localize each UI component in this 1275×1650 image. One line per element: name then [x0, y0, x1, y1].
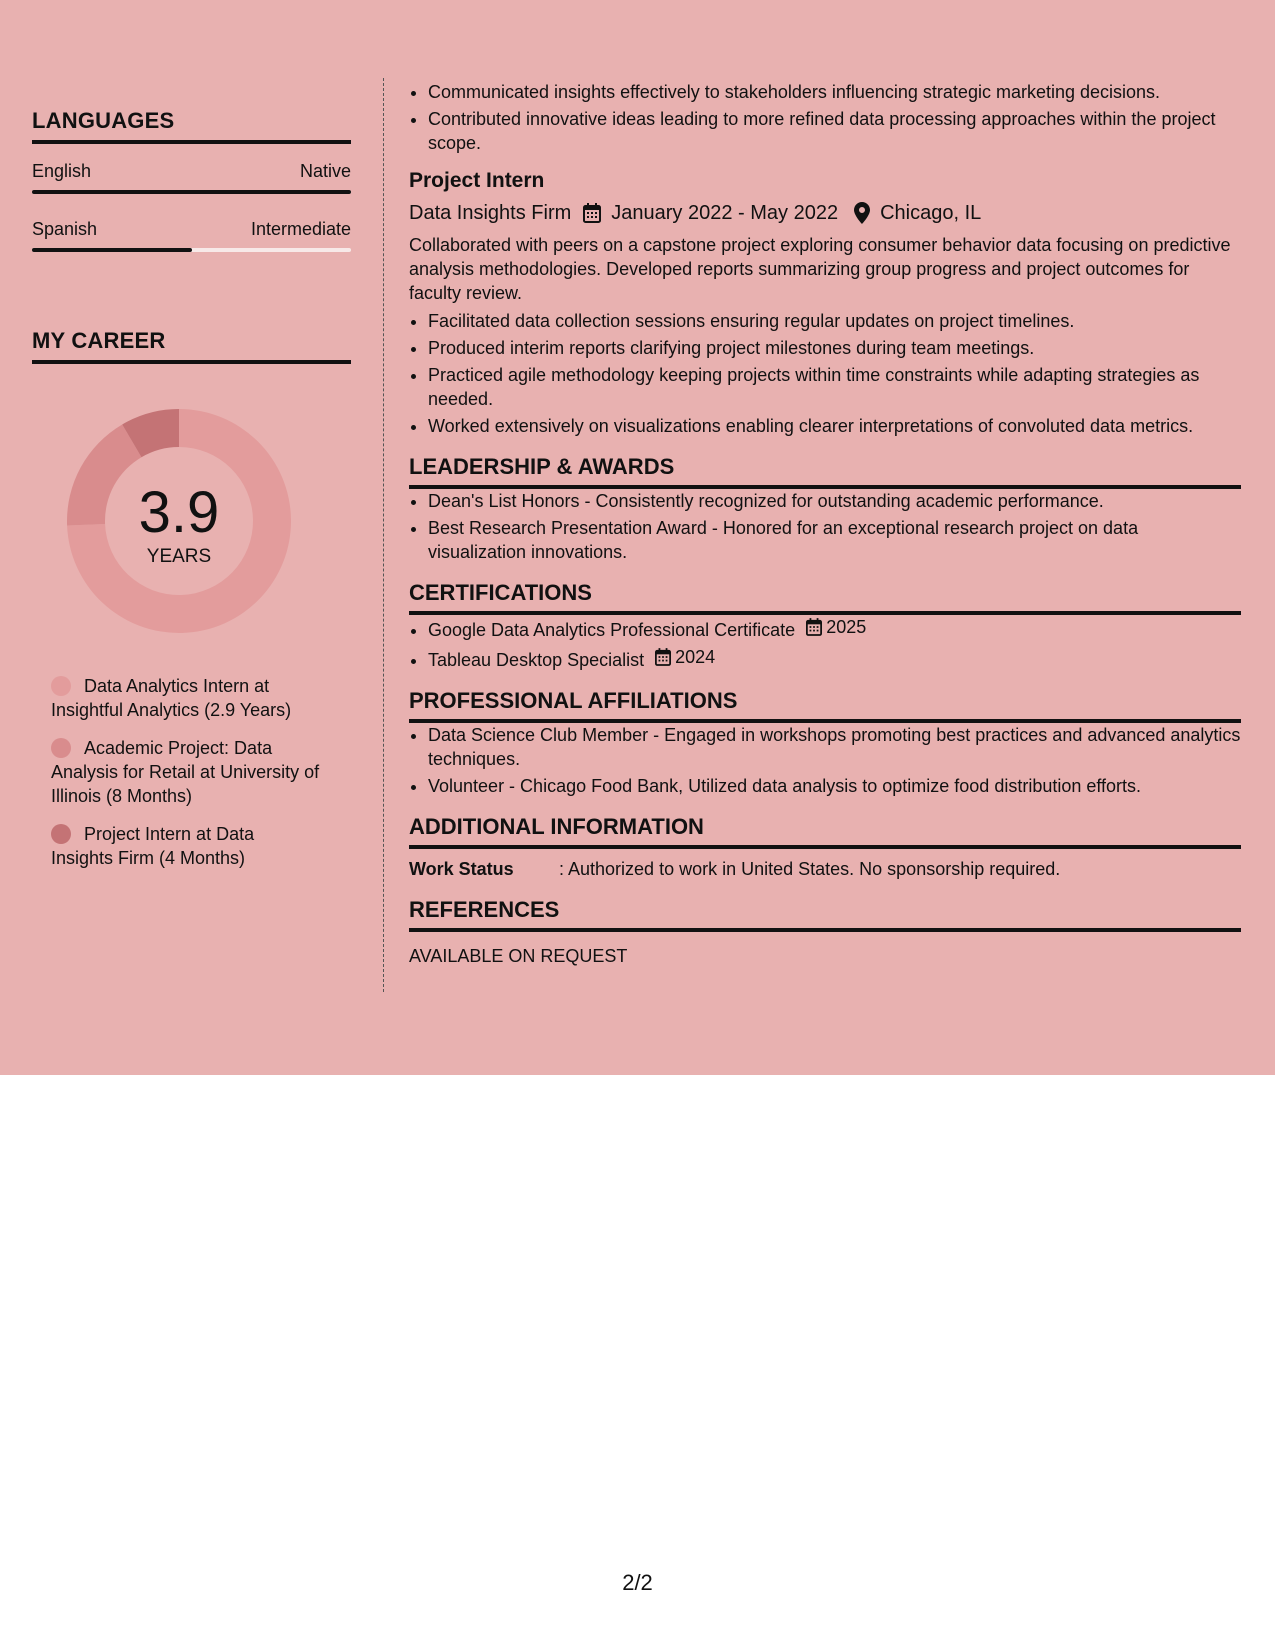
calendar-icon [655, 648, 671, 666]
certification-item [428, 645, 1241, 672]
leadership-title: LEADERSHIP & AWARDS [409, 453, 1241, 489]
bullet-item: • Worked extensively on visualizations enabling clearer interpretations of convoluted data metrics. [428, 414, 1241, 438]
certification-year: 2025 [826, 617, 867, 637]
job-bullets [409, 309, 1241, 438]
job-location: Chicago, IL [880, 202, 982, 224]
bullet-item: • Best Research Presentation Award - Honored for an exceptional research project on data visualization innovations. [428, 516, 1241, 564]
legend-dot [51, 676, 71, 696]
legend-label: Project Intern at Data Insights Firm (4 Months) [51, 824, 255, 868]
language-proficiency-fill [32, 190, 351, 194]
bullet-item: • Produced interim reports clarifying project milestones during team meetings. [428, 336, 1241, 360]
job-meta [409, 199, 1241, 227]
legend-item [51, 674, 321, 722]
certifications-list [409, 615, 1241, 672]
right-column [409, 80, 1241, 968]
language-proficiency-fill [32, 248, 192, 252]
affiliations-list [409, 723, 1241, 798]
work-status-label: Work Status [409, 859, 514, 879]
bullet-item: • Dean's List Honors - Consistently recognized for outstanding academic performance. [428, 489, 1241, 513]
language-item [32, 160, 351, 194]
job-description: Collaborated with peers on a capstone project exploring consumer behavior data focusing on predictive analysis methodologies. Developed reports summarizing group progress and project outcomes for faculty review. [409, 235, 1231, 303]
affiliations-title: PROFESSIONAL AFFILIATIONS [409, 687, 1241, 723]
legend-label: Academic Project: Data Analysis for Retail at University of Illinois (8 Months) [51, 738, 320, 806]
job-dates: January 2022 - May 2022 [611, 202, 839, 224]
column-divider [383, 78, 384, 992]
languages-title: LANGUAGES [32, 108, 351, 144]
certification-name: Tableau Desktop Specialist [428, 650, 645, 670]
certification-item [428, 615, 1241, 642]
references-title: REFERENCES [409, 896, 1241, 932]
certification-date [806, 615, 866, 639]
donut-center [66, 408, 292, 634]
job-company: Data Insights Firm [409, 202, 572, 224]
job-title: Project Intern [409, 169, 545, 192]
legend-dot [51, 824, 71, 844]
bullet-item: • Practiced agile methodology keeping projects within time constraints while adapting strategies as needed. [428, 363, 1241, 411]
language-item [32, 218, 351, 252]
bullet-item: • Volunteer - Chicago Food Bank, Utilized data analysis to optimize food distribution efforts. [428, 774, 1241, 798]
donut-total-unit: YEARS [146, 546, 212, 567]
bullet-item: • Communicated insights effectively to stakeholders influencing strategic marketing decisions. [428, 80, 1241, 104]
calendar-icon [806, 618, 822, 636]
legend-item [51, 736, 321, 808]
leadership-list [409, 489, 1241, 564]
certifications-title: CERTIFICATIONS [409, 579, 1241, 615]
language-level: Intermediate [250, 219, 351, 239]
donut-total-value: 3.9 [138, 480, 220, 545]
language-proficiency-bar [32, 248, 351, 252]
career-title: MY CAREER [32, 328, 351, 364]
certification-date [655, 645, 715, 669]
location-pin-icon [854, 202, 870, 224]
legend-label: Data Analytics Intern at Insightful Analytics (2.9 Years) [51, 676, 292, 720]
left-column [32, 108, 351, 884]
bullet-item: • Contributed innovative ideas leading to more refined data processing approaches within the project scope. [428, 107, 1241, 155]
references-text: AVAILABLE ON REQUEST [409, 946, 628, 966]
certification-name: Google Data Analytics Professional Certificate [428, 620, 796, 640]
bullet-item: • Data Science Club Member - Engaged in workshops promoting best practices and advanced analytics techniques. [428, 723, 1241, 771]
career-legend [51, 674, 321, 870]
previous-job-bullets [409, 80, 1241, 155]
work-status-value: : Authorized to work in United States. No sponsorship required. [559, 859, 1061, 879]
calendar-icon [583, 203, 601, 223]
certification-year: 2024 [675, 647, 716, 667]
page-number: 2/2 [622, 1570, 653, 1595]
legend-item [51, 822, 321, 870]
additional-info-title: ADDITIONAL INFORMATION [409, 813, 1241, 849]
legend-dot [51, 738, 71, 758]
career-donut-chart [66, 408, 292, 634]
work-status-row [409, 857, 1241, 881]
language-level: Native [299, 161, 351, 181]
bullet-item: • Facilitated data collection sessions ensuring regular updates on project timelines. [428, 309, 1241, 333]
language-proficiency-bar [32, 190, 351, 194]
language-name: English [32, 161, 92, 181]
language-name: Spanish [32, 219, 98, 239]
